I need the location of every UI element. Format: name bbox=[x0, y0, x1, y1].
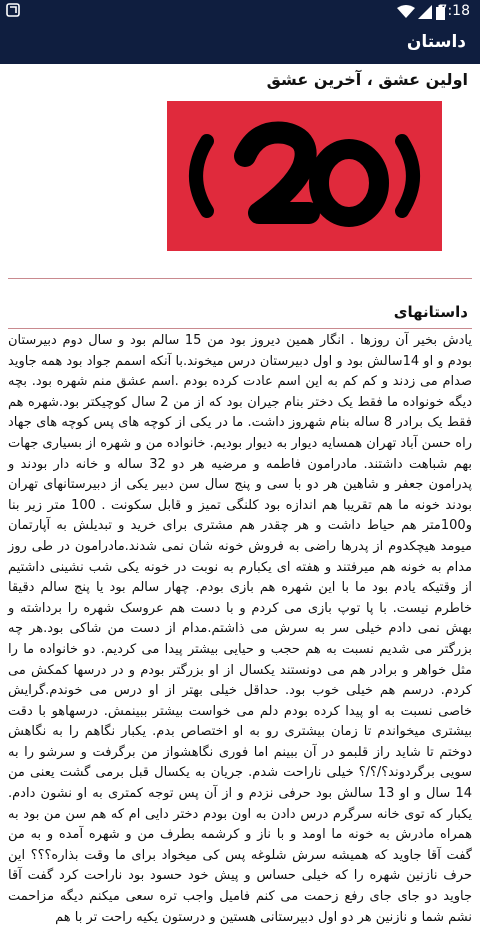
status-time: 7:18 bbox=[438, 3, 470, 19]
app-bar bbox=[0, 24, 480, 64]
story-text: یادش بخیر آن روزها . انگار همین دیروز بود من 15 سالم بود و سال دوم دبیرستان بودم و او 14سالش بود و اول دبیرستان درس میخوند.با آنکه اسمم جواد بود همه جاوید صدام می زدند و کم کم به این اسم عادت کرده بودم .اسم عشق منم شهره بود. بچه دیگه خونواده ما فقط یک دختر بنام جیران بود که از من 2 سال کوچیکتر بود.شهره هم فقط یک برادر 8 ساله بنام شهروز داشت. ما در یکی از کوچه های پس کوچه های جهاد راه حسن آباد تهران همسایه دیوار به دیوار بودیم. خانواده من و شهره از بسیاری جهات بهم شباهت داشتند. مادرامون فاطمه و مرضیه هر دو 32 ساله و خانه دار بودند و پدرامون جعفر و شاهین هر دو با سی و پنج سال سن دبیر یکی از دبیرستانهای تهران بودند خونه ما هم تقریبا هم اندازه بود کلنگی تمیز و قابل سکونت . 100 متر زیر بنا و100متر هم حیاط داشت و هر چقدر هم مشتری برای خرید و تبدیلش به آپارتمان میومد هیچکدوم از پدرها راضی به فروش خونه شان نمی شدند.مادرامون در طی روز مدام به خونه هم میرفتند و هفته ای یکبارم به نوبت در خونه یکی شب نشینی داشتیم از وقتیکه یادم بود ما با این شهره هم بازی بودم. چهار سالم بود یا پنج سالم دقیقا خاطرم نیست. با پا توپ بازی می کردم و با دست هم عروسک شهره را برداشته و بهش نمی دادم خیلی سر به سرش می ذاشتم.مدام از دست من شاکی بود.هر چه بزرگتر می شدیم نسبت به هم حجب و حیایی بیشتر پیدا می کردیم. دو خانواده ما را مثل خواهر و برادر هم می دونستند یکسال از او بزرگتر بودم و در درسها کمکش می کردم. درسم هم خیلی خوب بود. حداقل خیلی بهتر از او درس می خوندم.گرایش خاصی نسبت به او پیدا کرده بودم دلم می خواست بیشتر ببینمش. درسهاهو با دقت بیشتری میخواندم تا زمان بیشتری رو به او اختصاص بدم. یکبار نگاهم را به نگاهش دوختم تا شاید راز قلبمو در آن ببینم اما فوری نگاهشواز من برگرفت و سرشو را به سویی برگردوند؟/؟/؟ خیلی ناراحت شدم. جریان به یکسال قبل برمی گشت یعنی من 14 سال و او 13 سالش بود حرفی نزدم و از آن پس توجه کمتری به او نشون دادم. یکبار که توی خانه سرگرم درس دادن به اون بودم دختر دایی ام که هم سن من بود به همراه مادرش به خونه ما اومد و با ناز و کرشمه بطرف من و شهره آمده و به من گفت آقا جاوید که همیشه سرش شلوغه پس کی میخواد برای ما وقت بذاره؟؟؟ این حرف نازنین شهره را که خیلی حساس و پیش خود حسود بود ناراحت کرد گفت آقا جاوید دو جای جای رفع زحمت می کنم فامیل واجب تره سعی میکنم دیگه مزاحمت نشم شما و نازنین هر دو اول دبیرستانی هستین و درستون یکیه راحت تر با هم bbox=[8, 333, 472, 925]
status-bar bbox=[0, 0, 480, 24]
section-title: داستانهای bbox=[393, 303, 468, 321]
app-title: داستان bbox=[406, 32, 466, 52]
article-title: اولین عشق ، آخرین عشق bbox=[266, 70, 468, 89]
article-image[interactable] bbox=[167, 101, 442, 251]
twenty-logo-icon bbox=[167, 101, 442, 251]
signal-icon bbox=[418, 5, 432, 19]
wifi-icon bbox=[397, 5, 415, 19]
section-divider bbox=[8, 328, 472, 329]
divider bbox=[8, 278, 472, 279]
notification-icon bbox=[6, 3, 20, 17]
